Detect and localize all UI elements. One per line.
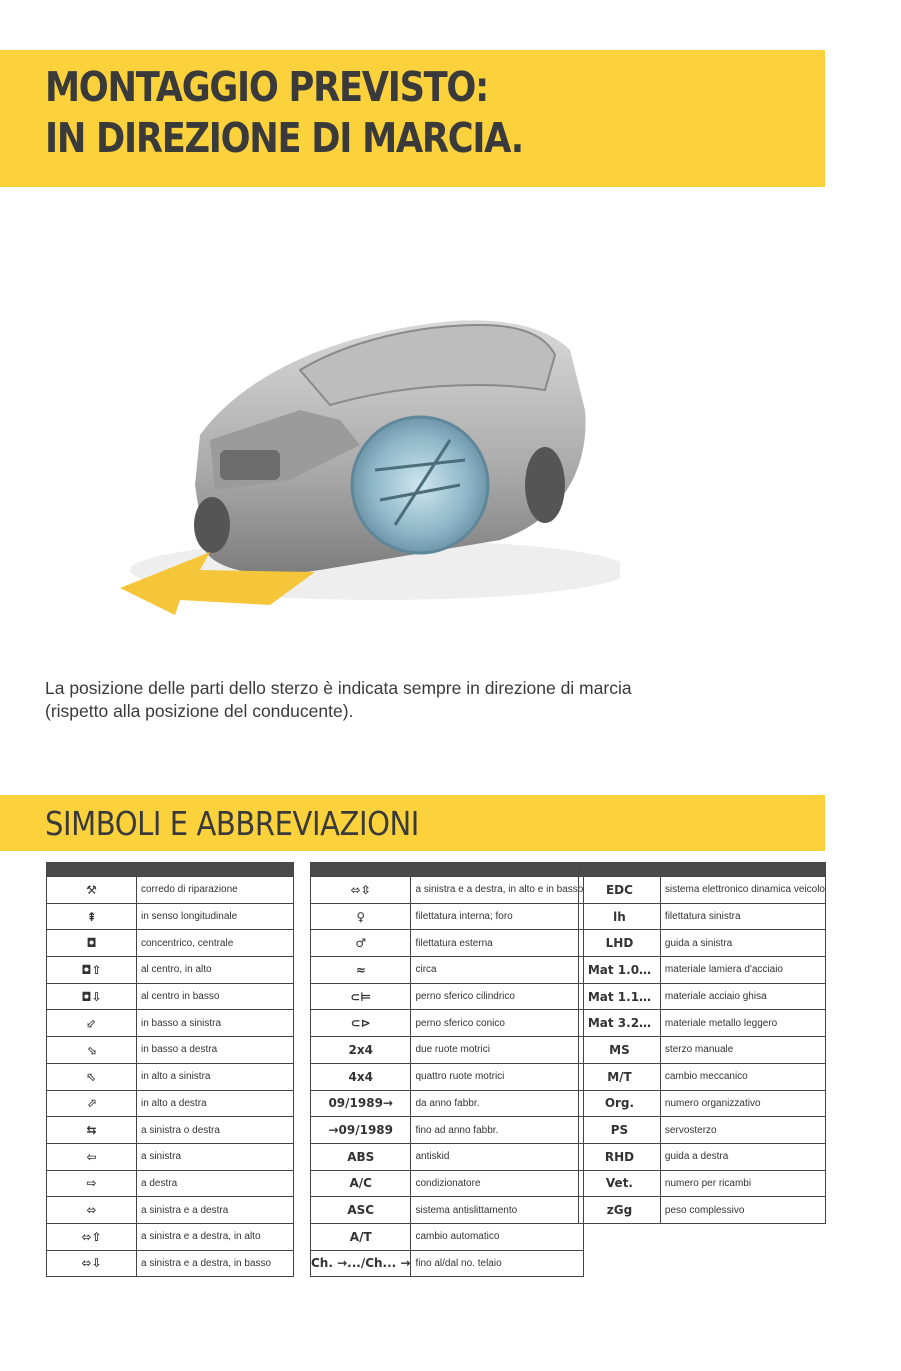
symbols-table-1	[46, 862, 294, 1277]
symbol-cell: M/T	[579, 1063, 661, 1090]
page-title	[45, 62, 523, 164]
symbol-cell: A/T	[311, 1223, 411, 1250]
symbol-cell: MS	[579, 1037, 661, 1064]
symbol-cell: 09/1989→	[311, 1090, 411, 1117]
symbol-cell: ⬄	[47, 1197, 137, 1224]
description-cell: guida a destra	[660, 1143, 825, 1170]
table-header	[579, 863, 826, 877]
table-row	[311, 1090, 584, 1117]
description-cell: a sinistra o destra	[137, 1117, 294, 1144]
symbol-cell: 2x4	[311, 1037, 411, 1064]
symbol-cell: Mat 3.2…	[579, 1010, 661, 1037]
symbol-cell: A/C	[311, 1170, 411, 1197]
description-cell: al centro, in alto	[137, 957, 294, 984]
description-cell: peso complessivo	[660, 1197, 825, 1224]
description-cell: filettatura sinistra	[660, 903, 825, 930]
car-illustration	[0, 270, 620, 630]
description-cell: in basso a destra	[137, 1037, 294, 1064]
description-cell: perno sferico conico	[411, 1010, 584, 1037]
symbol-cell: ♀	[311, 903, 411, 930]
table-row	[579, 957, 826, 984]
table-row	[47, 1170, 294, 1197]
description-cell: perno sferico cilindrico	[411, 983, 584, 1010]
symbol-cell: ◘⇧	[47, 957, 137, 984]
description-cell: cambio automatico	[411, 1223, 584, 1250]
table-row	[47, 1037, 294, 1064]
table-row	[311, 1223, 584, 1250]
description-cell: in senso longitudinale	[137, 903, 294, 930]
table-row	[579, 983, 826, 1010]
description-cell: materiale acciaio ghisa	[660, 983, 825, 1010]
table-row	[47, 983, 294, 1010]
table-row	[47, 1063, 294, 1090]
table-row	[311, 903, 584, 930]
description-cell: materiale metallo leggero	[660, 1010, 825, 1037]
table-header	[47, 863, 294, 877]
description-cell: guida a sinistra	[660, 930, 825, 957]
symbol-cell: ⬀	[47, 1090, 137, 1117]
symbol-cell: Mat 1.0…	[579, 957, 661, 984]
page-title-line-2: IN DIREZIONE DI MARCIA.	[45, 114, 523, 162]
symbol-cell: ⊂⊳	[311, 1010, 411, 1037]
symbol-cell: EDC	[579, 877, 661, 904]
description-cell: sistema elettronico dinamica veicolo	[660, 877, 825, 904]
description-cell: a sinistra e a destra, in alto e in basso	[411, 877, 584, 904]
description-cell: a sinistra	[137, 1143, 294, 1170]
abbreviations-table	[578, 862, 826, 1224]
table-row	[579, 1170, 826, 1197]
description-cell: fino ad anno fabbr.	[411, 1117, 584, 1144]
symbol-cell: lh	[579, 903, 661, 930]
table-row	[579, 1117, 826, 1144]
description-cell: numero organizzativo	[660, 1090, 825, 1117]
symbol-cell: →09/1989	[311, 1117, 411, 1144]
description-cell: filettatura esterna	[411, 930, 584, 957]
section-title: SIMBOLI E ABBREVIAZIONI	[45, 804, 419, 843]
table-row	[311, 1250, 584, 1277]
table-row	[47, 1090, 294, 1117]
description-cell: a sinistra e a destra, in alto	[137, 1223, 294, 1250]
table-row	[311, 1197, 584, 1224]
description-cell: cambio meccanico	[660, 1063, 825, 1090]
symbol-cell: ⬃	[47, 1010, 137, 1037]
table-row	[311, 930, 584, 957]
page-title-line-1: MONTAGGIO PREVISTO:	[45, 63, 488, 111]
symbol-cell: ⬄⇩	[47, 1250, 137, 1277]
description-cell: a sinistra e a destra	[137, 1197, 294, 1224]
table-row	[311, 1170, 584, 1197]
description-cell: circa	[411, 957, 584, 984]
description-cell: corredo di riparazione	[137, 877, 294, 904]
table-row	[579, 1197, 826, 1224]
table-row	[47, 930, 294, 957]
symbol-cell: ⬁	[47, 1063, 137, 1090]
symbol-cell: zGg	[579, 1197, 661, 1224]
symbol-cell: ASC	[311, 1197, 411, 1224]
symbols-table-2	[310, 862, 584, 1277]
intro-line-2: (rispetto alla posizione del conducente).	[45, 701, 354, 721]
table-row	[311, 957, 584, 984]
symbol-cell: ⇦	[47, 1143, 137, 1170]
symbol-cell: ⇆	[47, 1117, 137, 1144]
description-cell: concentrico, centrale	[137, 930, 294, 957]
description-cell: condizionatore	[411, 1170, 584, 1197]
table-row	[311, 1063, 584, 1090]
table-row	[579, 877, 826, 904]
table-row	[47, 1223, 294, 1250]
table-row	[311, 1143, 584, 1170]
table-row	[311, 1037, 584, 1064]
symbol-cell: LHD	[579, 930, 661, 957]
symbol-cell: Vet.	[579, 1170, 661, 1197]
description-cell: in alto a sinistra	[137, 1063, 294, 1090]
description-cell: al centro in basso	[137, 983, 294, 1010]
symbol-cell: Org.	[579, 1090, 661, 1117]
symbol-cell: RHD	[579, 1143, 661, 1170]
description-cell: fino al/dal no. telaio	[411, 1250, 584, 1277]
symbol-cell: ABS	[311, 1143, 411, 1170]
table-row	[311, 983, 584, 1010]
symbol-cell: ≈	[311, 957, 411, 984]
table-row	[579, 1063, 826, 1090]
table-header	[311, 863, 584, 877]
table-row	[311, 1117, 584, 1144]
description-cell: filettatura interna; foro	[411, 903, 584, 930]
table-row	[579, 1037, 826, 1064]
symbol-cell: ⇞	[47, 903, 137, 930]
description-cell: antiskid	[411, 1143, 584, 1170]
symbol-cell: ⬄⇧	[47, 1223, 137, 1250]
symbol-cell: ⚒	[47, 877, 137, 904]
symbol-cell: ◘	[47, 930, 137, 957]
description-cell: quattro ruote motrici	[411, 1063, 584, 1090]
symbol-cell: Ch. →.../Ch... →	[311, 1250, 411, 1277]
car-rear-wheel	[525, 447, 565, 523]
table-row	[47, 1250, 294, 1277]
intro-text	[45, 677, 632, 723]
symbol-cell: ⬂	[47, 1037, 137, 1064]
table-row	[47, 1117, 294, 1144]
table-row	[579, 930, 826, 957]
description-cell: a destra	[137, 1170, 294, 1197]
description-cell: a sinistra e a destra, in basso	[137, 1250, 294, 1277]
table-row	[579, 1010, 826, 1037]
car-front-wheel	[194, 497, 230, 553]
description-cell: in basso a sinistra	[137, 1010, 294, 1037]
description-cell: sistema antislittamento	[411, 1197, 584, 1224]
table-row	[311, 1010, 584, 1037]
description-cell: da anno fabbr.	[411, 1090, 584, 1117]
table-row	[579, 903, 826, 930]
table-row	[47, 957, 294, 984]
description-cell: numero per ricambi	[660, 1170, 825, 1197]
symbol-cell: ⇨	[47, 1170, 137, 1197]
symbol-cell: ⊂⊨	[311, 983, 411, 1010]
table-row	[579, 1090, 826, 1117]
table-row	[47, 903, 294, 930]
intro-line-1: La posizione delle parti dello sterzo è indicata sempre in direzione di marcia	[45, 678, 632, 698]
symbol-cell: Mat 1.1…	[579, 983, 661, 1010]
description-cell: materiale lamiera d'acciaio	[660, 957, 825, 984]
symbol-cell: 4x4	[311, 1063, 411, 1090]
table-row	[47, 1010, 294, 1037]
symbol-cell: ◘⇩	[47, 983, 137, 1010]
symbol-cell: ♂	[311, 930, 411, 957]
description-cell: servosterzo	[660, 1117, 825, 1144]
description-cell: due ruote motrici	[411, 1037, 584, 1064]
table-row	[47, 1143, 294, 1170]
description-cell: in alto a destra	[137, 1090, 294, 1117]
description-cell: sterzo manuale	[660, 1037, 825, 1064]
table-row	[311, 877, 584, 904]
table-row	[47, 877, 294, 904]
table-row	[47, 1197, 294, 1224]
symbol-cell: PS	[579, 1117, 661, 1144]
car-grille	[220, 450, 280, 480]
table-row	[579, 1143, 826, 1170]
symbol-cell: ⬄⇳	[311, 877, 411, 904]
